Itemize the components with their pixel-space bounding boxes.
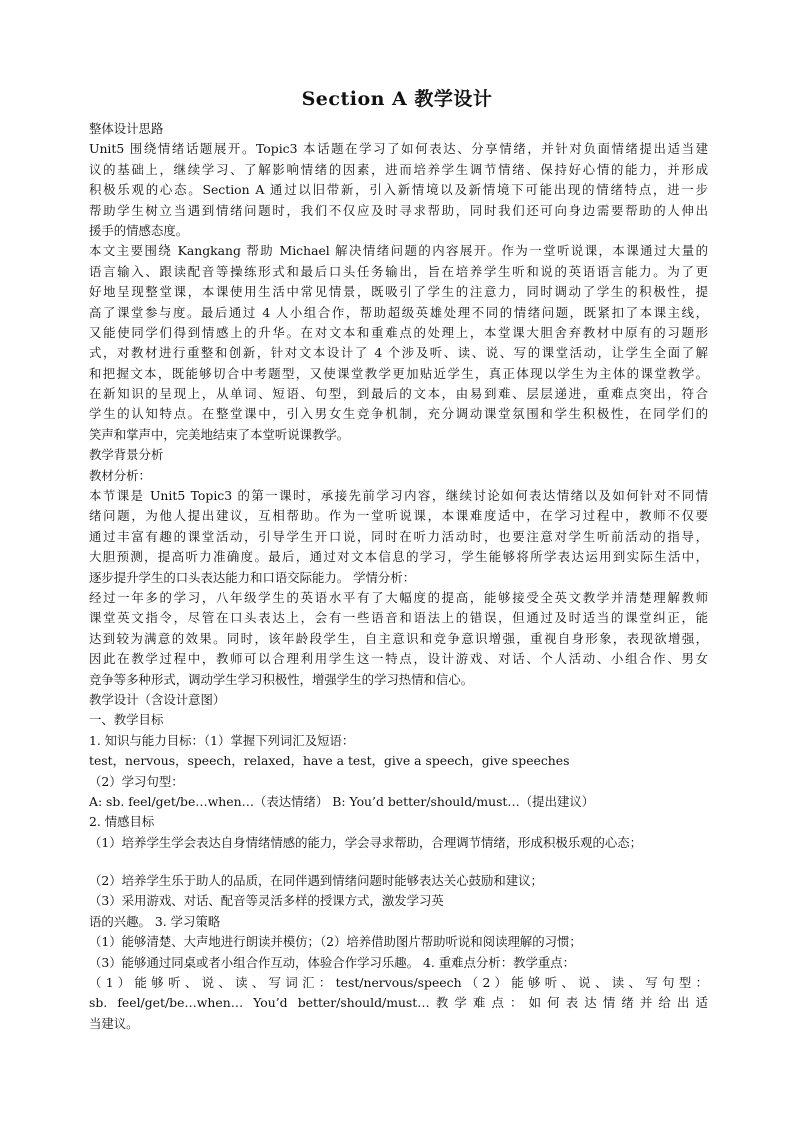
text-line: Unit5 围绕情绪话题展开。Topic3 本话题在学习了如何表达、分享情绪，并针对负面情绪提出适当建 (89, 141, 708, 157)
text-line: 积极乐观的心态。Section A 通过以旧带新，引入新情境以及新情境下可能出现的情绪特点，进一步 (89, 182, 708, 198)
text-line: （2）培养学生乐于助人的品质，在同伴遇到情绪问题时能够表达关心鼓励和建议； (89, 873, 543, 889)
text-line: （3）能够通过同桌或者小组合作互动，体验合作学习乐趣。 4. 重难点分析：教学重点： (89, 954, 576, 970)
text-line: A: sb. feel/get/be…when…（表达情绪） B: You’d better/should/must…（提出建议） (89, 793, 595, 809)
text-line: 议的基础上，继续学习、了解影响情绪的因素，进而培养学生调节情绪、保持好心情的能力，并形成 (89, 161, 708, 177)
text-line: 一、教学目标 (89, 712, 164, 728)
text-line: 大胆预测，提高听力准确度。最后，通过对文本信息的学习，学生能够将所学表达运用到实际生活中， (89, 549, 708, 565)
text-line: 笑声和掌声中，完美地结束了本堂听说课教学。 (89, 426, 350, 442)
text-line: 绪问题，为他人提出建议，互相帮助。作为一堂听说课，本课难度适中，在学习过程中，教师不仅要 (89, 508, 708, 524)
text-line: 在新知识的呈现上，从单词、短语、句型，到最后的文本，由易到难、层层递进，重难点突出，符合 (89, 386, 708, 402)
text-line: （1）培养学生学会表达自身情绪情感的能力，学会寻求帮助，合理调节情绪，形成积极乐观的心态； (89, 834, 643, 850)
text-line: 2. 情感目标 (89, 814, 155, 830)
text-line: 又能使同学们得到情感上的升华。在对文本和重难点的处理上，本堂课大胆舍弃教材中原有的习题形 (89, 324, 708, 340)
text-line: 竞争等多种形式，调动学生学习积极性，增强学生的学习热情和信心。 (89, 671, 474, 687)
text-line: 本文主要围绕 Kangkang 帮助 Michael 解决情绪问题的内容展开。作为一堂听说课，本课通过大量的 (89, 243, 708, 259)
text-line: （ 1 ） 能 够 听 、 说 、 读 、 写 词 汇 ： test/nervous/speech （ 2 ） 能 够 听 、 说 、 读 、 写 句 型 ： (89, 975, 708, 991)
text-line: 式，对教材进行重整和创新，针对文本设计了 4 个涉及听、读、说、写的课堂活动，让学生全面了解 (89, 345, 708, 361)
text-line (89, 853, 708, 871)
text-line: 教学背景分析 (89, 447, 164, 463)
text-line: 语的兴趣。 3. 学习策略 (89, 913, 221, 929)
text-line: （2）学习句型： (89, 773, 184, 789)
text-line: 整体设计思路 (89, 121, 164, 136)
text-line: （3）采用游戏、对话、配音等灵活多样的授课方式，激发学习英 (89, 893, 444, 909)
text-line: 教材分析： (89, 467, 151, 483)
text-line: test，nervous，speech，relaxed，have a test，give a speech，give speeches (89, 753, 570, 769)
text-line: 援手的情感态度。 (89, 222, 189, 238)
text-line: 通过丰富有趣的课堂活动，引导学生开口说，同时在听力活动时，也要注意对学生听前活动的指导， (89, 528, 708, 544)
page-title: Section A 教学设计 (301, 88, 493, 110)
text-line: 语言输入、跟读配音等操练形式和最后口头任务输出，旨在培养学生听和说的英语语言能力。为了更 (89, 263, 708, 279)
text-line: 教学设计（含设计意图） (89, 691, 226, 707)
text-line: 课堂英文指令，尽管在口头表达上，会有一些语音和语法上的错误，但通过及时适当的课堂纠正，能 (89, 610, 708, 626)
document-body (89, 119, 708, 1034)
text-line: 好地呈现整堂课，本课使用生活中常见情景，既吸引了学生的注意力，同时调动了学生的积极性，提 (89, 284, 708, 300)
text-line: 当建议。 (89, 1015, 139, 1031)
text-line: 本节课是 Unit5 Topic3 的第一课时，承接先前学习内容，继续讨论如何表达情绪以及如何针对不同情 (89, 488, 708, 504)
text-line: 因此在教学过程中，教师可以合理利用学生这一特点，设计游戏、对话、个人活动、小组合作、男女 (89, 651, 708, 667)
text-line: 逐步提升学生的口头表达能力和口语交际能力。 学情分析： (89, 569, 416, 585)
text-line: 帮助学生树立当遇到情绪问题时，我们不仅应及时寻求帮助，同时我们还可向身边需要帮助的人伸出 (89, 202, 708, 218)
text-line: 和把握文本，既能够切合中考题型，又使课堂教学更加贴近学生，真正体现以学生为主体的课堂教学。 (89, 365, 708, 381)
text-line: sb. feel/get/be…when… You’d better/should/must…教学难点：如何表达情绪并给出适 (89, 995, 708, 1011)
text-line: 学生的认知特点。在整堂课中，引入男女生竞争机制，充分调动课堂氛围和学生积极性，在同学们的 (89, 406, 708, 422)
text-line: 高了课堂参与度。最后通过 4 人小组合作，帮助超级英雄处理不同的情绪问题，既紧扣了本课主线， (89, 304, 708, 320)
text-line: 达到较为满意的效果。同时，该年龄段学生，自主意识和竞争意识增强，重视自身形象，表现欲增强， (89, 630, 708, 646)
text-line: 1. 知识与能力目标：（1）掌握下列词汇及短语： (89, 732, 355, 748)
text-line: （1）能够清楚、大声地进行朗读并模仿；（2）培养借助图片帮助听说和阅读理解的习惯； (89, 934, 582, 950)
text-line: 经过一年多的学习，八年级学生的英语水平有了大幅度的提高，能够接受全英文教学并清楚理解教师 (89, 589, 708, 605)
